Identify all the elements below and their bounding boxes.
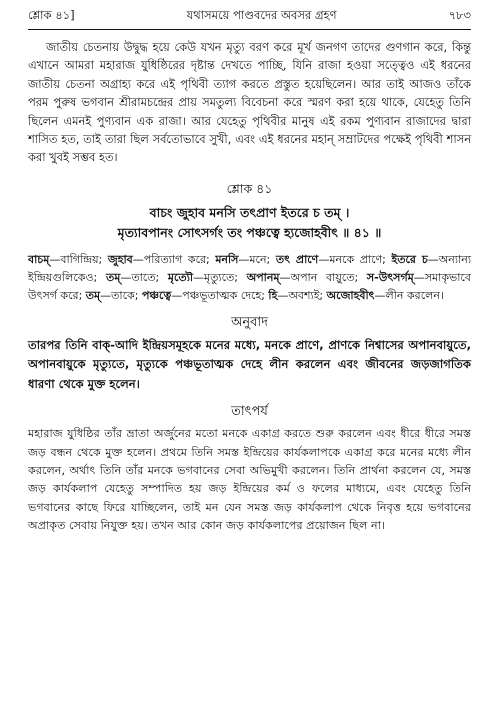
synonym-meaning: —তাতে; <box>120 270 168 284</box>
verse-line-1: বাচং জুহাব মনসি তৎপ্রাণ ইতরে চ তম্‌ । <box>149 204 350 220</box>
verse-title: শ্লোক ৪১ <box>226 180 273 196</box>
synonym-entry <box>28 253 108 266</box>
synonym-word: ইতরে চ <box>391 252 428 266</box>
purport-heading: তাৎপর্য <box>231 404 268 420</box>
synonyms-block <box>28 251 471 305</box>
synonym-word: অপানম্‌ <box>246 270 280 284</box>
synonym-meaning: —মৃত্যুতে; <box>193 270 247 284</box>
synonym-entry <box>108 253 215 266</box>
synonym-meaning: —লীন করলেন। <box>374 288 444 302</box>
synonym-meaning: —বাগিন্দ্রিয়; <box>49 252 108 266</box>
synonym-meaning: —অন্যান্য ইন্দ্রিয়গুলিকেও; <box>28 252 472 284</box>
synonym-meaning: —মনকে প্রাণে; <box>318 252 392 266</box>
synonym-meaning: —মনে; <box>238 252 276 266</box>
verse-line-2: মৃত্যাবপানং সোৎসর্গং তং পঞ্চত্বে হ্যজোহবীৎ ॥ ৪১ ॥ <box>117 224 382 240</box>
synonym-meaning: —পরিত্যাগ করে; <box>132 252 216 266</box>
synonym-word: হি <box>268 288 278 302</box>
page-header <box>28 0 471 30</box>
synonym-word: মনসি <box>215 252 239 266</box>
purport-text: মহারাজ যুধিষ্ঠির তাঁর ভ্রাতা অর্জুনের মতো মনকে একাগ্র করতে শুরু করলেন এবং ধীরে ধীরে সমস্ত জড় বন্ধন থেকে মুক্ত হলেন। প্রথমে তিনি সমস্ত ইন্দ্রিয়ের কার্যকলাপকে একাগ্র করে মনের মধ্যে লীন করলেন, অর্থাৎ তিনি তাঁর মনকে ভগবানের সেবা অভিমুখী করলেন। তিনি প্রার্থনা করলেন যে, সমস্ত জড় কার্যকলাপ যেহেতু সম্পাদিত হয় জড় ইন্দ্রিয়ের কর্ম ও ফলের মাধ্যমে, এবং যেহেতু তিনি ভগবানের কাছে ফিরে যাচ্ছিলেন, তাই মন যেন সমস্ত জড় কার্যকলাপ থেকে নিবৃত্ত হয়ে ভগবানের অপ্রাকৃত সেবায় নিযুক্ত হয়। তখন আর কোন জড় কার্যকলাপের প্রয়োজন ছিল না। <box>28 427 471 532</box>
synonym-word: তম্‌ <box>85 288 101 302</box>
translation-heading: অনুবাদ <box>231 314 268 330</box>
synonym-meaning: —অবশ্যই; <box>277 288 327 302</box>
synonym-word: পঞ্চত্বে <box>141 288 172 302</box>
page-number: ৭৮৩ <box>448 8 471 22</box>
synonym-entry <box>268 289 326 302</box>
synonym-entry <box>142 289 268 302</box>
synonym-meaning: —সমাকৃভাবে উৎসর্গ করে; <box>28 270 471 302</box>
synonym-word: স-উৎসর্গম্‌ <box>366 270 414 284</box>
synonym-entry <box>247 271 367 284</box>
synonym-entry <box>215 253 275 266</box>
synonym-meaning: —পঞ্চভূতাত্মক দেহে; <box>171 288 269 302</box>
header-verse-ref: শ্লোক ৪১] <box>28 8 75 22</box>
synonym-word: তম্‌ <box>105 270 121 284</box>
synonym-word: জুহাব <box>107 252 133 266</box>
translation-text: তারপর তিনি বাক্‌-আদি ইন্দ্রিয়সমূহকে মনের মধ্যে, মনকে প্রাণে, প্রাণকে নিশ্বাসের অপানবায়ুতে, অপানবায়ুকে মৃত্যুতে, মৃত্যুকে পঞ্চভূতাত্মক দেহে লীন করলেন এবং জীবনের জড়জাগতিক ধারণা থেকে মুক্ত হলেন। <box>28 337 471 391</box>
synonym-entry <box>86 289 142 302</box>
synonym-word: বাচম্‌ <box>28 252 50 266</box>
synonym-meaning: —তাকে; <box>100 288 142 302</box>
synonym-entry <box>276 253 392 266</box>
synonym-entry <box>106 271 168 284</box>
synonym-entry <box>327 289 444 302</box>
synonym-word: তৎ প্রাণে <box>275 252 319 266</box>
synonym-meaning: —অপান বায়ুতে; <box>279 270 367 284</box>
header-chapter-title: যথাসময়ে পাণ্ডবদের অবসর গ্রহণ <box>186 8 337 22</box>
synonym-word: মৃত্যৌ <box>167 270 194 284</box>
synonym-word: অজোহবীৎ <box>326 288 375 302</box>
intro-paragraph: জাতীয় চেতনায় উদ্বুদ্ধ হয়ে কেউ যখন মৃত্যু বরণ করে মূর্খ জনগণ তাদের গুণগান করে, কিন্তু এখানে আমরা মহারাজ যুধিষ্ঠিরের দৃষ্টান্ত দেখতে পাচ্ছি, যিনি রাজা হওয়া সত্ত্বেও এই ধরনের জাতীয় চেতনা অগ্রাহ্য করে এই পৃথিবী ত্যাগ করতে প্রস্তুত হয়েছিলেন। আর তাই আজও তাঁকে পরম পুরুষ ভগবান শ্রীরামচন্দ্রের প্রায় সমতুল্য বিবেচনা করে স্মরণ করা হয়ে থাকে, যেহেতু তিনি ছিলেন এমনই পুণ্যবান এক রাজা। আর যেহেতু পৃথিবীর মানুষ এই রকম পুণ্যবান রাজাদের দ্বারা শাসিত হত, তাই তারা ছিল সর্বতোভাবে সুখী, এবং এই ধরনের মহান্‌ সম্রাটদের পক্ষেই পৃথিবী শাসন করা খুবই সম্ভব হত। <box>28 40 471 165</box>
synonym-entry <box>168 271 247 284</box>
